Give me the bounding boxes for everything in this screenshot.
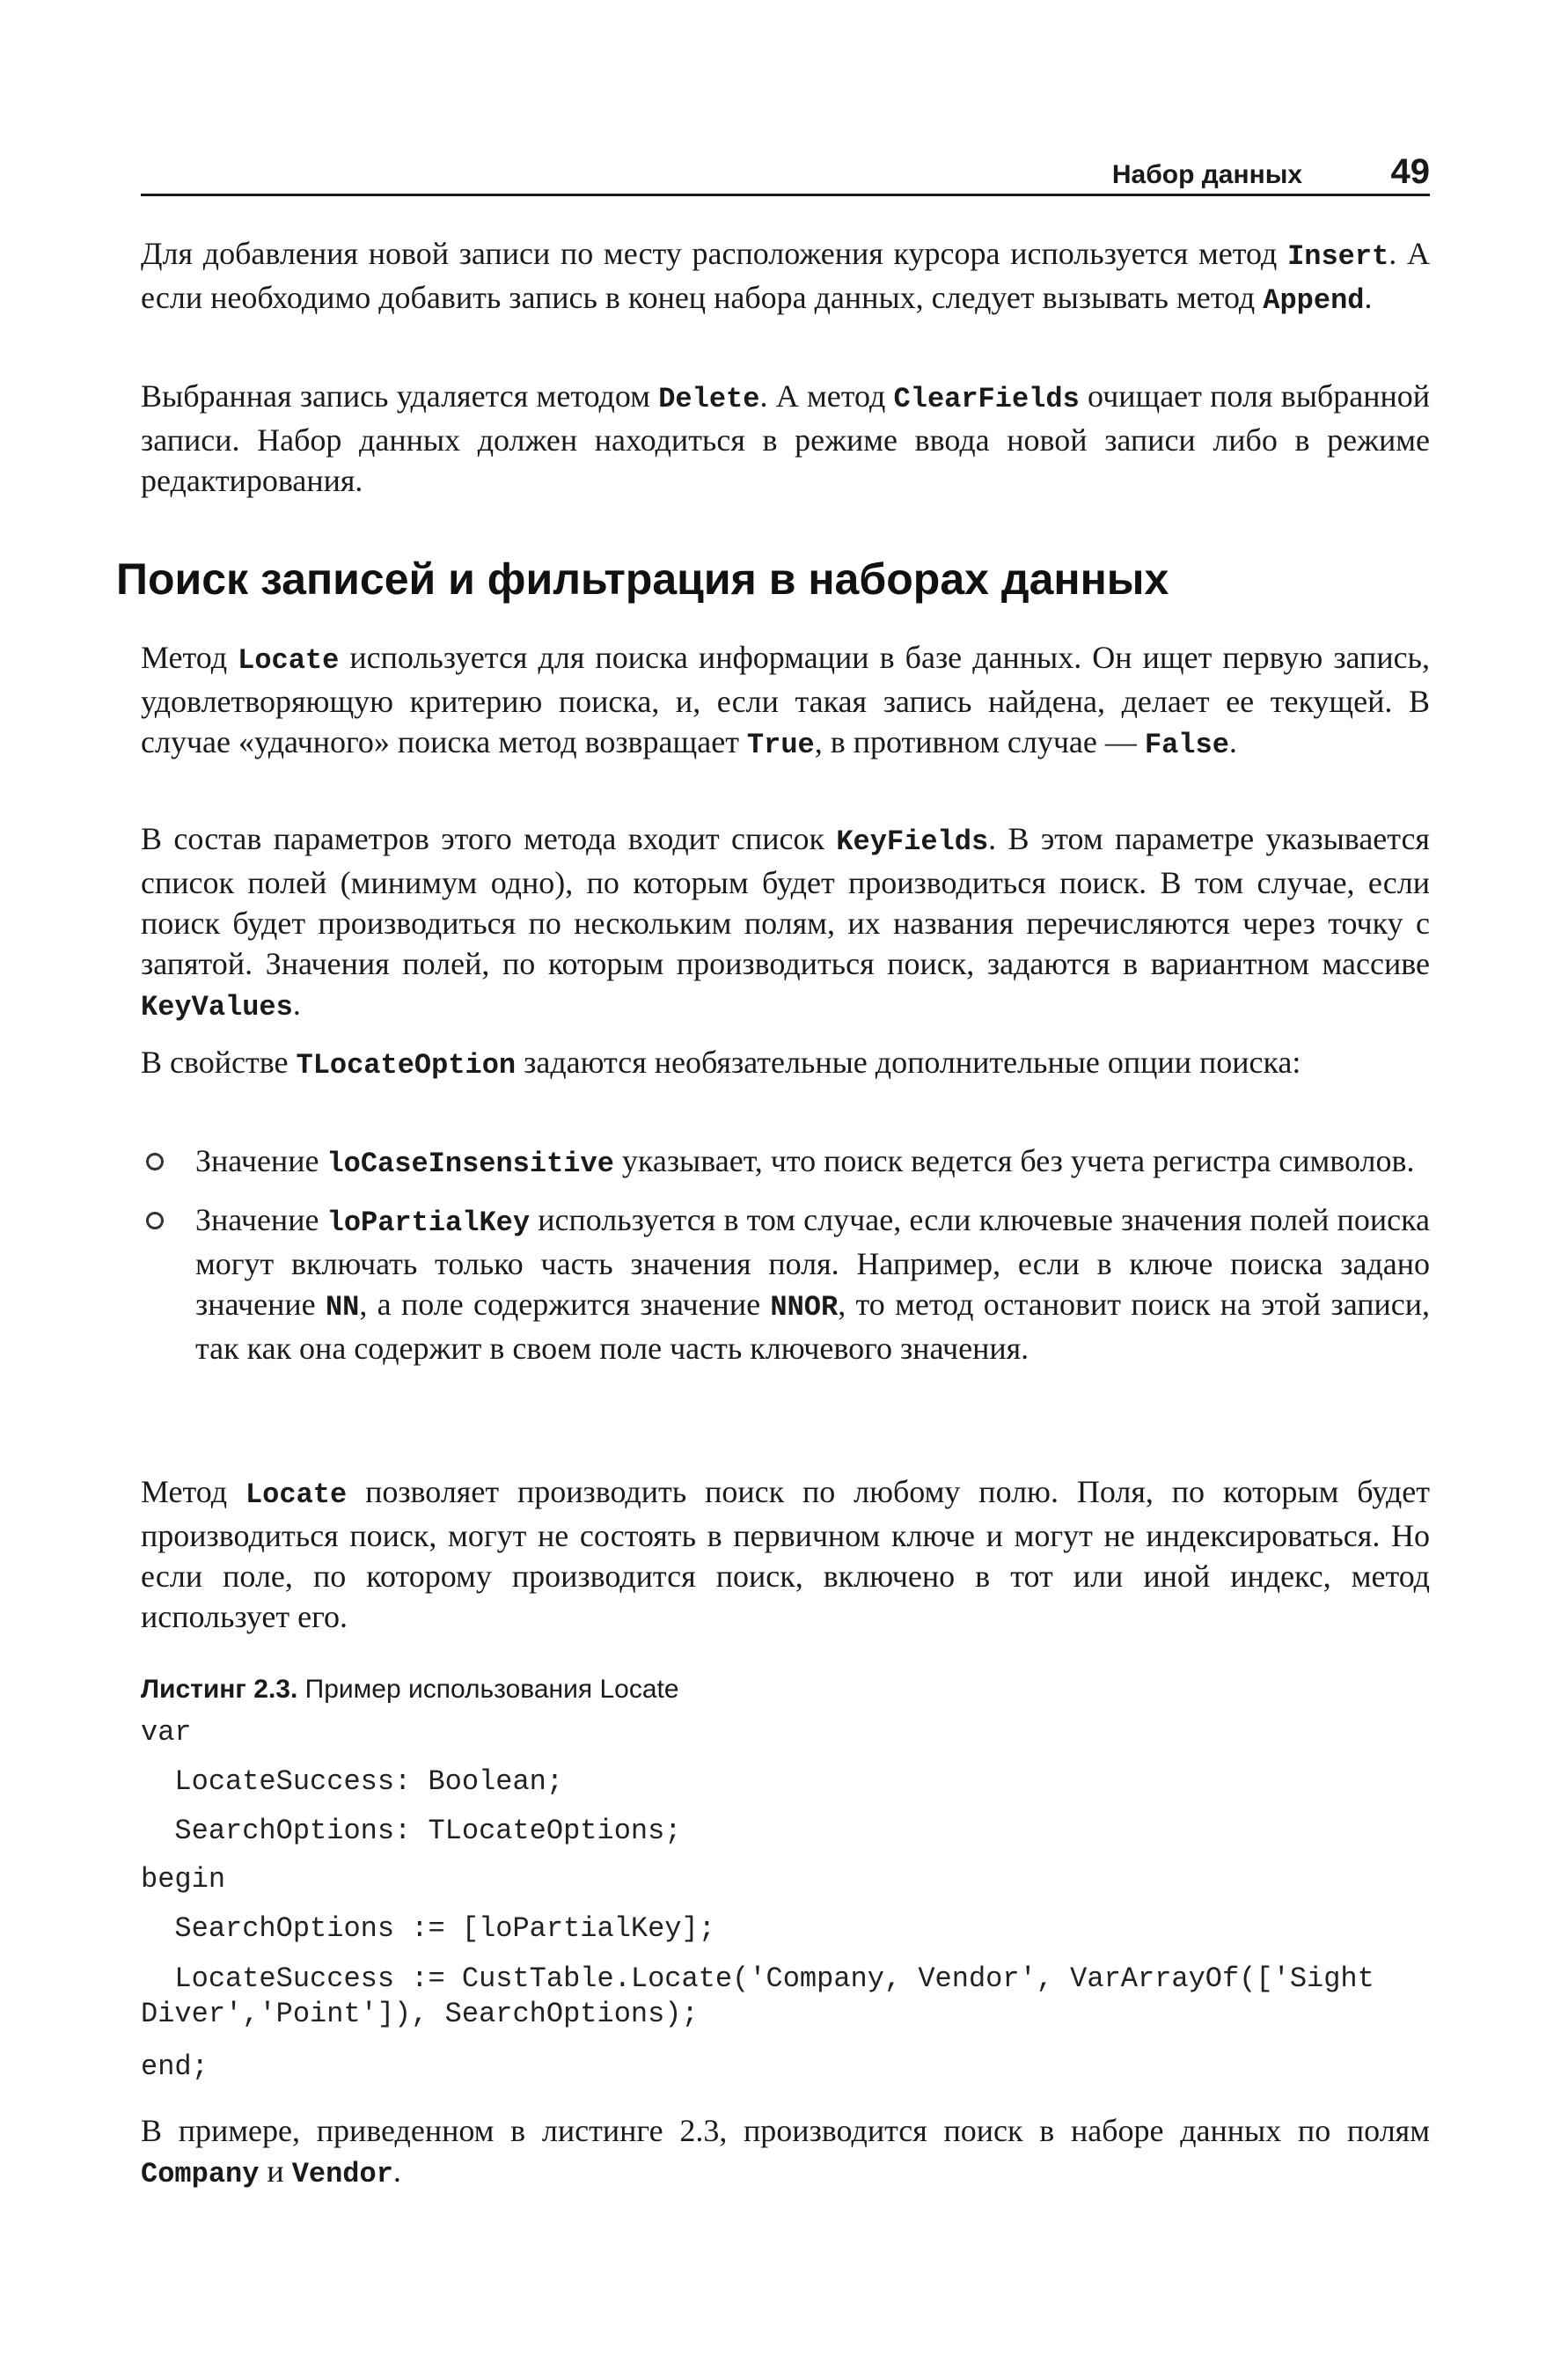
code-true: True <box>746 729 815 761</box>
listing-caption <box>141 1672 679 1707</box>
code-line: SearchOptions: TLocateOptions; <box>141 1815 682 1847</box>
code-nn: NN <box>325 1291 360 1324</box>
listing-label: Листинг 2.3. <box>141 1675 298 1704</box>
page-number: 49 <box>1390 152 1430 191</box>
code-false: False <box>1144 729 1229 761</box>
closing-paragraph: В примере, приведенном в листинге 2.3, производится поиск в наборе данных по полям Company и Vendor. <box>141 2113 1430 2190</box>
code-locaseinsensitive: loCaseInsensitive <box>326 1148 614 1180</box>
options-list <box>141 1141 1430 1383</box>
section-heading: Поиск записей и фильтрация в наборах данных <box>116 554 1169 604</box>
code-locate-2: Locate <box>245 1478 348 1511</box>
code-line: SearchOptions := [loPartialKey]; <box>141 1912 715 1945</box>
code-keyvalues: KeyValues <box>141 991 293 1023</box>
code-lopartialkey: loPartialKey <box>326 1207 531 1239</box>
code-locate: Locate <box>238 644 340 677</box>
code-keyfields: KeyFields <box>836 825 989 858</box>
bullet-circle-icon <box>146 1153 164 1170</box>
code-company: Company <box>141 2158 260 2190</box>
section-paragraph-3: В свойстве TLocateOption задаются необязательные дополнительные опции поиска: <box>141 1045 1301 1082</box>
code-nnor: NNOR <box>770 1291 839 1324</box>
code-line: LocateSuccess := CustTable.Locate('Company, Vendor', VarArrayOf(['Sight <box>141 1962 1374 1995</box>
code-insert: Insert <box>1287 240 1389 273</box>
section-paragraph-2: В состав параметров этого метода входит список KeyFields. В этом параметре указывается список полей (минимум одно), по которым будет производиться поиск. В том случае, если поиск будет производиться по нескольким полям, их названия перечисляются через точку с запятой. Значения полей, по которым производиться поиск, задаются в вариантном массиве KeyValues. <box>141 821 1430 1023</box>
intro-paragraph-1: Для добавления новой записи по месту расположения курсора используется метод Insert. А если необходимо добавить запись в конец набора данных, следует вызывать метод Append. <box>141 236 1431 317</box>
code-delete: Delete <box>658 383 760 415</box>
code-vendor: Vendor <box>291 2158 393 2190</box>
section-paragraph-4: Метод Locate позволяет производить поиск по любому полю. Поля, по которым будет производиться поиск, могут не состоять в первичном ключе и могут не индексироваться. Но если поле, по которому производится поиск, включено в тот или иной индекс, метод использует его. <box>141 1474 1430 1634</box>
listing-title: Пример использования Locate <box>304 1675 679 1704</box>
running-header <box>141 148 1430 196</box>
code-append: Append <box>1263 284 1365 317</box>
code-clearfields: ClearFields <box>893 383 1080 415</box>
code-line: Diver','Point']), SearchOptions); <box>141 1998 699 2030</box>
section-paragraph-1: Метод Locate используется для поиска информации в базе данных. Он ищет первую запись, удовлетворяющую критерию поиска, и, если такая запись найдена, делает ее текущей. В случае «удачного» поиска метод возвращает True, в противном случае — False. <box>141 640 1430 761</box>
running-title: Набор данных <box>1111 160 1302 189</box>
list-item: Значение loPartialKey используется в том случае, если ключевые значения полей поиска могут включать только часть значения поля. Например, если в ключе поиска задано значение NN, а поле содержится значение NNOR, то метод остановит поиск на этой записи, так как она содержит в своем поле часть ключевого значения. <box>141 1199 1430 1368</box>
code-line: begin <box>141 1863 226 1896</box>
code-line: LocateSuccess: Boolean; <box>141 1765 564 1798</box>
list-item: Значение loCaseInsensitive указывает, что поиск ведется без учета регистра символов. <box>141 1141 1430 1185</box>
intro-paragraph-2: Выбранная запись удаляется методом Delete. А метод ClearFields очищает поля выбранной записи. Набор данных должен находиться в режиме ввода новой записи либо в режиме редактирования. <box>141 378 1430 498</box>
code-line: var <box>141 1716 192 1749</box>
code-tlocateoption: TLocateOption <box>296 1049 517 1082</box>
bullet-circle-icon <box>146 1212 164 1229</box>
code-line: end; <box>141 2050 209 2083</box>
